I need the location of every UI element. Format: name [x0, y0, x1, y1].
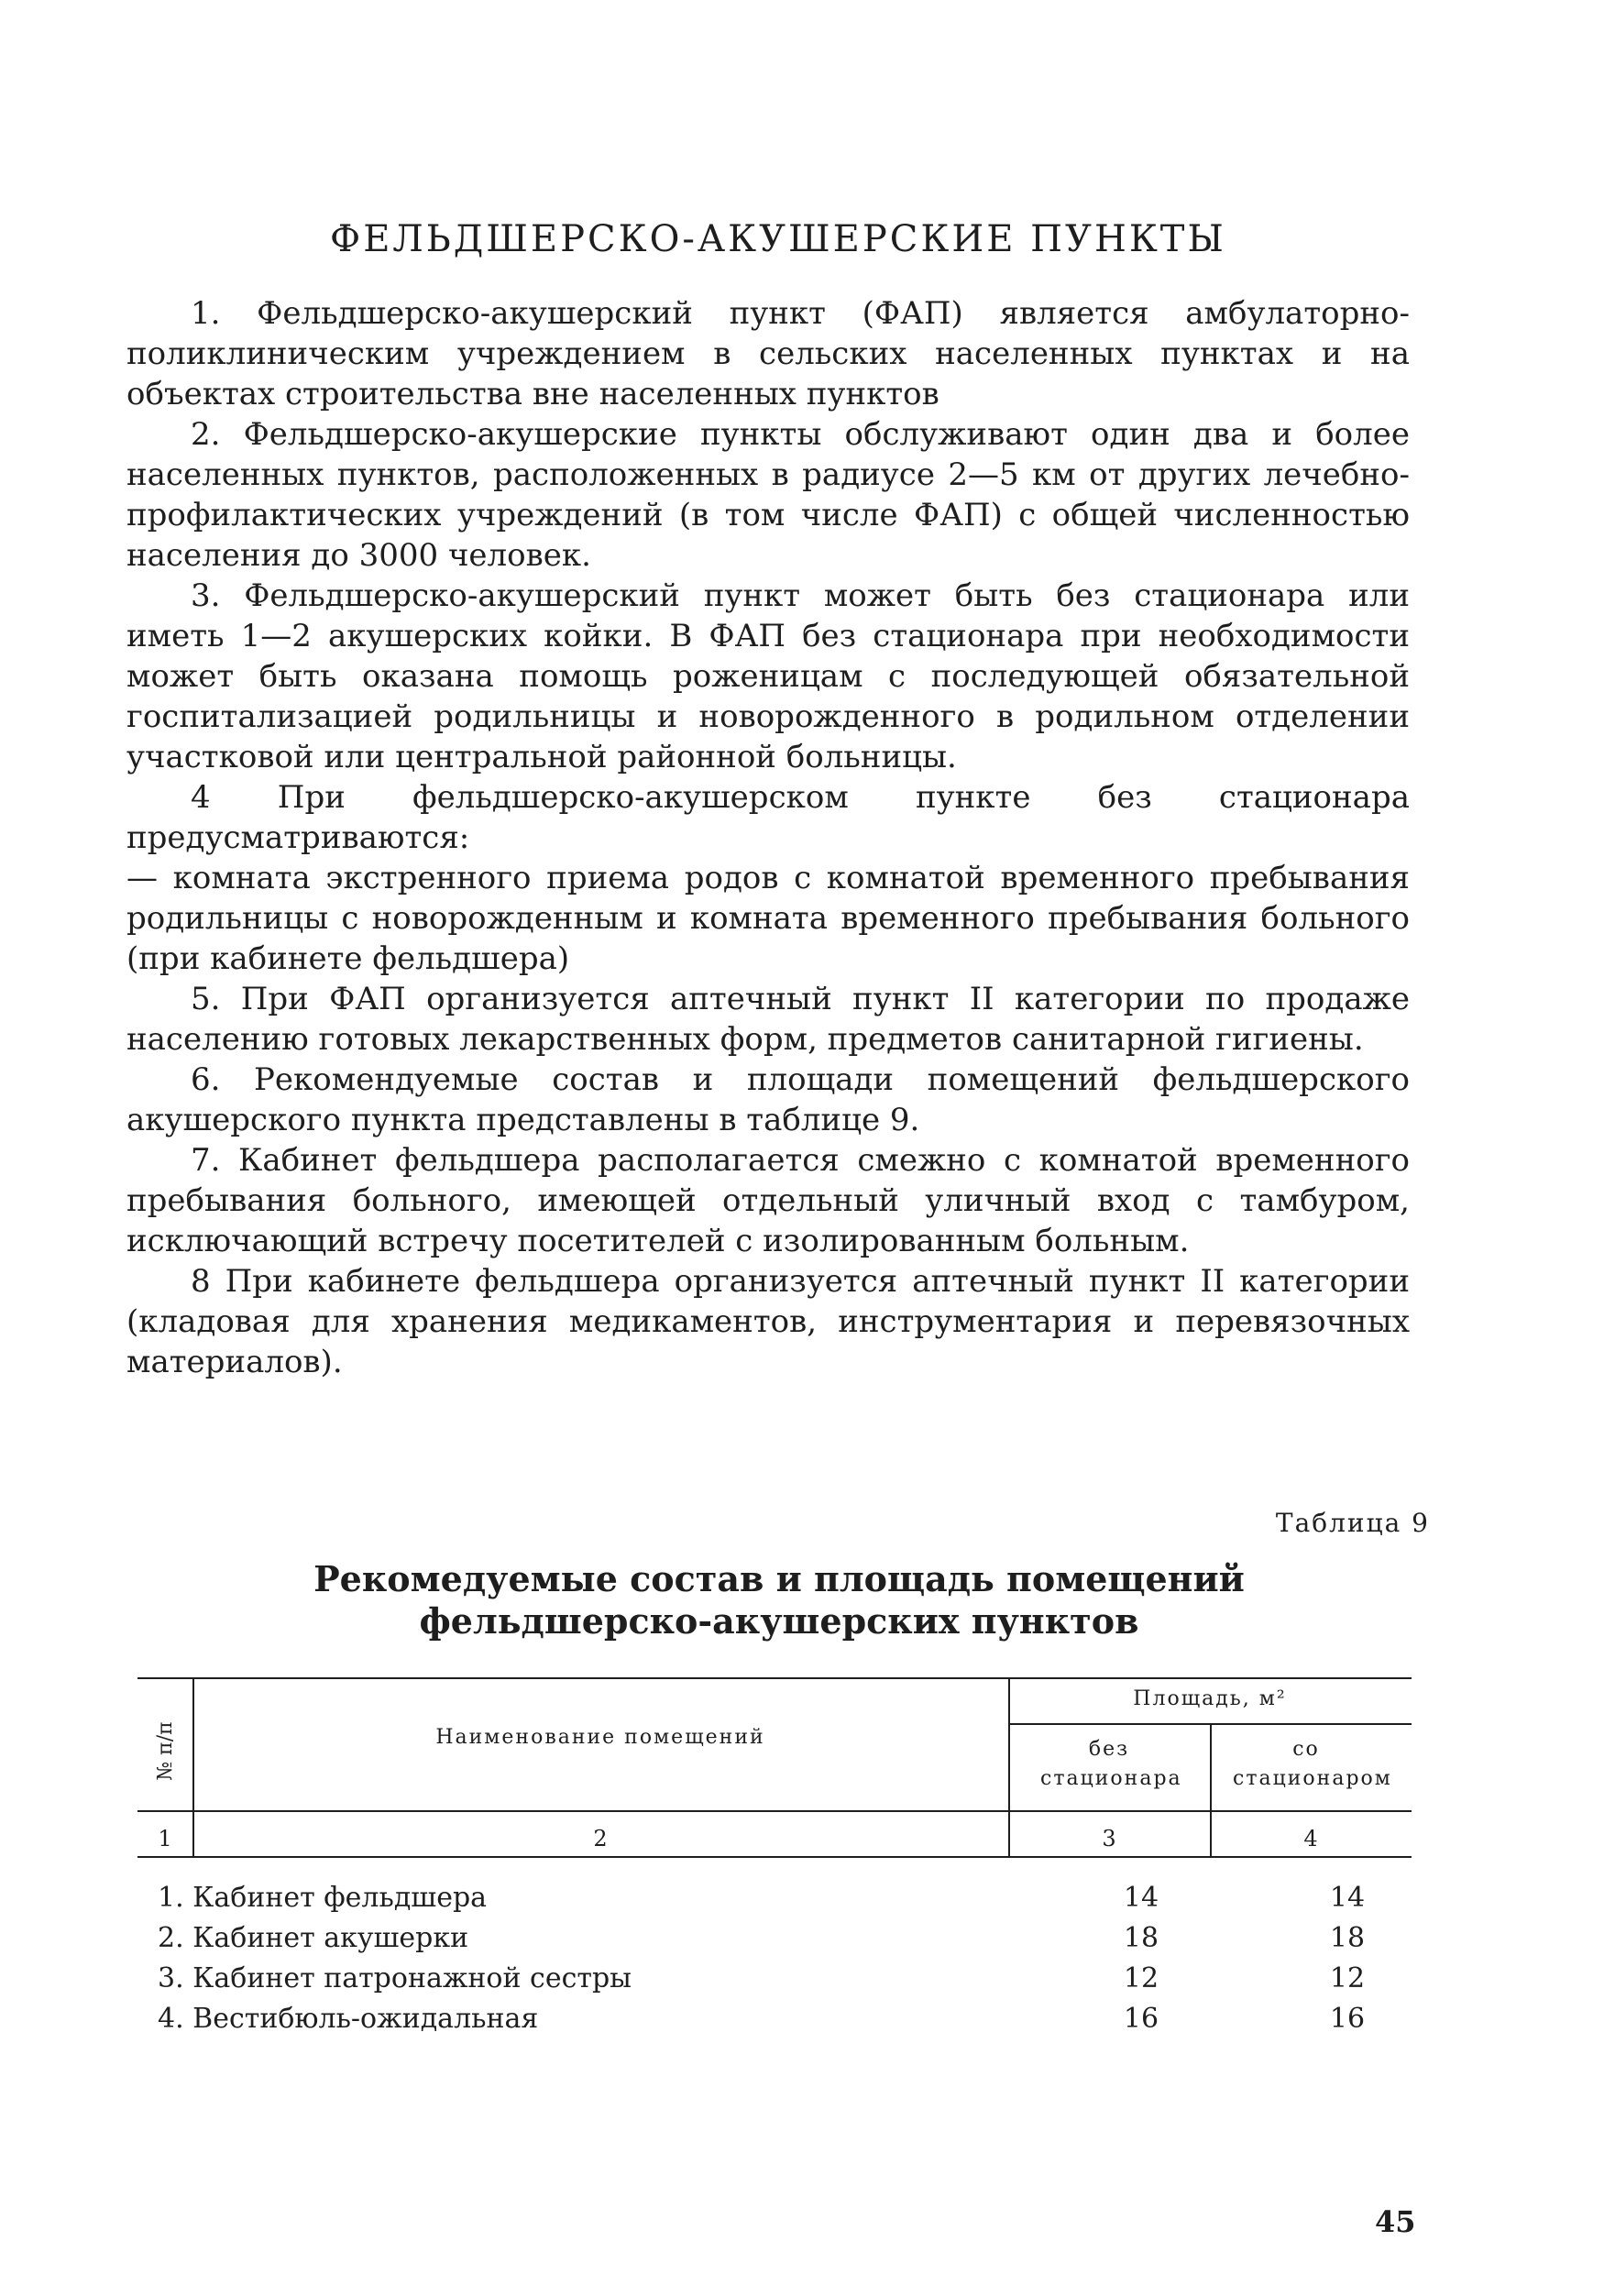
paragraph-8: 8 При кабинете фельдшера организуется аптечный пункт II категории (кладовая для хранения медикаментов, инструментария и перевязочных материалов).: [126, 1263, 1410, 1380]
row-area-without: 18: [1123, 1922, 1159, 1954]
row-area-with: 14: [1329, 1882, 1366, 1914]
table-title-line-2: фельдшерско-акушерских пунктов: [419, 1600, 1139, 1642]
table-label: Таблица 9: [1275, 1508, 1430, 1538]
row-area-without: 12: [1123, 1962, 1159, 1994]
paragraph-4-item: — комната экстренного приема родов с комнатой временного пребывания родильницы с новорожденным и комната временного пребывания больного (при кабинете фельдшера): [126, 860, 1410, 977]
row-area-without: 16: [1123, 2003, 1159, 2035]
column-number-4: 4: [1303, 1826, 1318, 1851]
table-top-rule: [137, 1677, 1412, 1679]
row-name: 1. Кабинет фельдшера: [158, 1882, 488, 1914]
row-area-without: 14: [1123, 1882, 1159, 1914]
table-row: [0, 1999, 1604, 2039]
row-area-with: 18: [1329, 1922, 1366, 1954]
paragraph-4: 4 При фельдшерско-акушерском пункте без стационара предусматриваются:: [126, 779, 1410, 856]
table-row: [0, 1878, 1604, 1918]
paragraph-2: 2. Фельдшерско-акушерские пункты обслуживают один два и более населенных пунктов, расположенных в радиусе 2—5 км от других лечебно-профилактических учреждений (в том числе ФАП) с общей численностью населения до 3000 человек.: [126, 416, 1410, 574]
row-name: 4. Вестибюль-ожидальная: [158, 2003, 539, 2035]
row-area-with: 16: [1329, 2003, 1366, 2035]
column-number-2: 2: [593, 1826, 608, 1851]
paragraph-3: 3. Фельдшерско-акушерский пункт может быть без стационара или иметь 1—2 акушерских койки. В ФАП без стационара при необходимости может быть оказана помощь роженицам с последующей обязательной госпитализацией родильницы и новорожденного в родильном отделении участковой или центральной районной больницы.: [126, 577, 1410, 775]
row-name: 2. Кабинет акушерки: [158, 1922, 469, 1954]
column-number-rule: [137, 1856, 1412, 1858]
row-name: 3. Кабинет патронажной сестры: [158, 1962, 632, 1994]
header-without-stationary: без стационара: [1040, 1738, 1182, 1790]
paragraph-7: 7. Кабинет фельдшера располагается смежно с комнатой временного пребывания больного, имеющей отдельный уличный вход с тамбуром, исключающий встречу посетителей с изолированным больным.: [126, 1142, 1410, 1259]
column-number-3: 3: [1102, 1826, 1116, 1851]
body-text: [126, 293, 1410, 1382]
row-area-with: 12: [1329, 1962, 1366, 1994]
paragraph-5: 5. При ФАП организуется аптечный пункт II категории по продаже населению готовых лекарственных форм, предметов санитарной гигиены.: [126, 981, 1410, 1058]
page-number: 45: [1375, 2204, 1416, 2239]
header-with-stationary: со стационаром: [1233, 1738, 1392, 1790]
table-title-line-1: Рекомедуемые состав и площадь помещений: [313, 1558, 1245, 1599]
table-row: [0, 1918, 1604, 1959]
header-name: Наименование помещений: [435, 1726, 765, 1749]
header-area: Площадь, м²: [1133, 1687, 1287, 1710]
header-number: № п/п: [153, 1720, 177, 1781]
paragraph-1: 1. Фельдшерско-акушерский пункт (ФАП) является амбулаторно-поликлиническим учреждением в сельских населенных пунктах и на объектах строительства вне населенных пунктов: [126, 295, 1410, 412]
table-title: [137, 1558, 1421, 1642]
column-number-1: 1: [158, 1826, 172, 1851]
page-title: ФЕЛЬДШЕРСКО-АКУШЕРСКИЕ ПУНКТЫ: [330, 218, 1226, 260]
table-row: [0, 1959, 1604, 1999]
header-bottom-rule: [137, 1810, 1412, 1812]
paragraph-6: 6. Рекомендуемые состав и площади помещений фельдшерского акушерского пункта представлены в таблице 9.: [126, 1061, 1410, 1138]
